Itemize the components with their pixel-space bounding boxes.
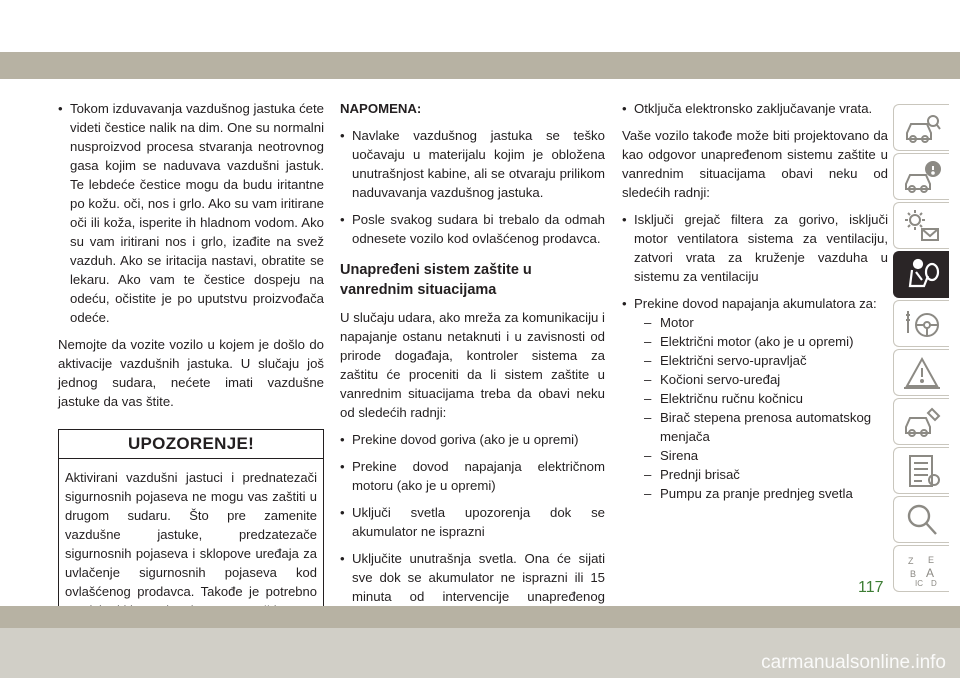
- svg-text:IC: IC: [914, 578, 923, 588]
- tab-car-search[interactable]: [893, 104, 949, 151]
- section-title: Unapređeni sistem zaštite u vanrednim situacijama: [340, 262, 532, 298]
- footer-stripe: [0, 606, 960, 628]
- tab-car-service[interactable]: [893, 398, 949, 445]
- tab-warning-triangle[interactable]: [893, 349, 949, 396]
- col3-paragraph-1: Vaše vozilo takođe može biti projektovano da kao odgovor unapređenom sistemu zaštite u vanrednim situacijama obavi neku od sledećih radnji:: [622, 128, 888, 200]
- warning-title: UPOZORENJE!: [59, 430, 323, 459]
- svg-text:A: A: [925, 565, 934, 580]
- col3-bullet-1: • Otključa elektronsko zaključavanje vrata.: [622, 99, 888, 118]
- key-steering-icon: [902, 305, 942, 343]
- col2-bullet-1: • Navlake vazdušnog jastuka se teško uočavaju u materijalu kojim je obložena unutrašnjost kabine, ali se otvaraju prilikom naduvavanja vazdušnog jastuka.: [340, 126, 605, 202]
- list-item: – Električnu ručnu kočnicu: [644, 389, 888, 408]
- tab-dashboard-lights[interactable]: [893, 202, 949, 249]
- col1-bullet-1: • Tokom izduvavanja vazdušnog jastuka ćete videti čestice nalik na dim. One su normalni nusproizvod procesa stvaranja neotrovnog gasa kojim se naduvava vazdušni jastuk. Te lebdeće čestice mogu da budu iritantne po kožu. oči, nos i grlo. Ako su vam iritirane oči ili koža, isperite ih hladnom vodom. Ako su vam iritirani nos i grlo, izađite na svež vazduh. Ako se iritacija nastavi, obratite se lekaru. Ako vam te čestice dospeju na odeću, očistite je po uputstvu proizvođača odeće.: [58, 99, 324, 327]
- list-item: – Prednji brisač: [644, 465, 888, 484]
- header-stripe: [0, 52, 960, 79]
- tab-airbag-seat[interactable]: [893, 251, 949, 298]
- col3-bullet-3: • Prekine dovod napajanja akumulatora za:: [622, 294, 888, 313]
- alphabet-index-icon: [902, 550, 942, 588]
- warning-box: [58, 429, 324, 631]
- car-info-icon: [902, 158, 942, 196]
- list-item: – Sirena: [644, 446, 888, 465]
- warning-triangle-icon: [902, 354, 942, 392]
- col2-bullet-4: • Prekine dovod napajanja električnom motoru (ako je u opremi): [340, 457, 605, 495]
- magnifier-icon: [902, 501, 942, 539]
- tab-alphabet-index[interactable]: [893, 545, 949, 592]
- list-item: – Motor: [644, 313, 888, 332]
- car-search-icon: [902, 109, 942, 147]
- page-number: 117: [858, 579, 884, 596]
- list-item: – Električni motor (ako je u opremi): [644, 332, 888, 351]
- svg-text:E: E: [927, 554, 934, 565]
- tab-key-steering[interactable]: [893, 300, 949, 347]
- list-item: – Pumpu za pranje prednjeg svetla: [644, 484, 888, 503]
- col3-bullet-2: • Isključi grejač filtera za gorivo, isključi motor ventilatora sistema za ventilaciju, zatvori vrata za kruženje vazduha u sistemu za ventilaciju: [622, 210, 888, 286]
- tab-magnifier[interactable]: [893, 496, 949, 543]
- col2-bullet-3: • Prekine dovod goriva (ako je u opremi): [340, 430, 605, 449]
- svg-text:B: B: [909, 568, 916, 579]
- chapter-tabs: [893, 104, 949, 594]
- column-1: [58, 99, 324, 631]
- column-2: [340, 99, 605, 633]
- col2-bullet-6: • Uključite unutrašnja svetla. Ona će sijati sve dok se akumulator ne isprazni ili 15 minuta od intervencije unapređenog: [340, 549, 605, 625]
- tab-car-info[interactable]: [893, 153, 949, 200]
- list-item: – Birač stepena prenosa automatskog menjača: [644, 408, 888, 446]
- col2-bullet-2: • Posle svakog sudara bi trebalo da odmah odnesete vozilo kod ovlašćenog prodavca.: [340, 210, 605, 248]
- battery-disconnect-list: [622, 313, 888, 503]
- warning-text: Aktivirani vazdušni jastuci i prednatezači sigurnosnih pojaseva ne mogu vas zaštiti u drugom sudaru. Što pre zamenite vazdušne jastuke, predzatezače sigurnosnih pojaseva i sklopove uređaja za uvlačenje sigurnosnih pojaseva kod ovlašćenog prodavca. Takođe je potrebno: [65, 470, 317, 599]
- col2-bullet-5: • Uključi svetla upozorenja dok se akumulator ne isprazni: [340, 503, 605, 541]
- airbag-seat-icon: [902, 256, 942, 294]
- car-service-icon: [902, 403, 942, 441]
- column-3: [622, 99, 888, 503]
- svg-text:Z: Z: [907, 555, 913, 566]
- top-header-band: [0, 0, 960, 79]
- watermark: carmanualsonline.info: [761, 652, 946, 673]
- checklist-icon: [902, 452, 942, 490]
- col1-paragraph-1: Nemojte da vozite vozilo u kojem je došlo do aktivacije vazdušnih jastuka. U slučaju još jednog sudara, nećete imati vazdušne jastuke da vas štite.: [58, 337, 324, 409]
- dashboard-lights-icon: [902, 207, 942, 245]
- list-item: – Električni servo-upravljač: [644, 351, 888, 370]
- note-title: NAPOMENA:: [340, 101, 422, 116]
- svg-text:D: D: [930, 578, 937, 588]
- list-item: – Kočioni servo-uređaj: [644, 370, 888, 389]
- tab-checklist[interactable]: [893, 447, 949, 494]
- col2-paragraph-1: U slučaju udara, ako mreža za komunikaciju i napajanje ostanu netaknuti i u zavisnosti od prirode događaja, kontroler sistema za zaštitu će proceniti da li sistem zaštite u vanrednim situacijama treba da obavi neku od sledećih radnji:: [340, 310, 605, 420]
